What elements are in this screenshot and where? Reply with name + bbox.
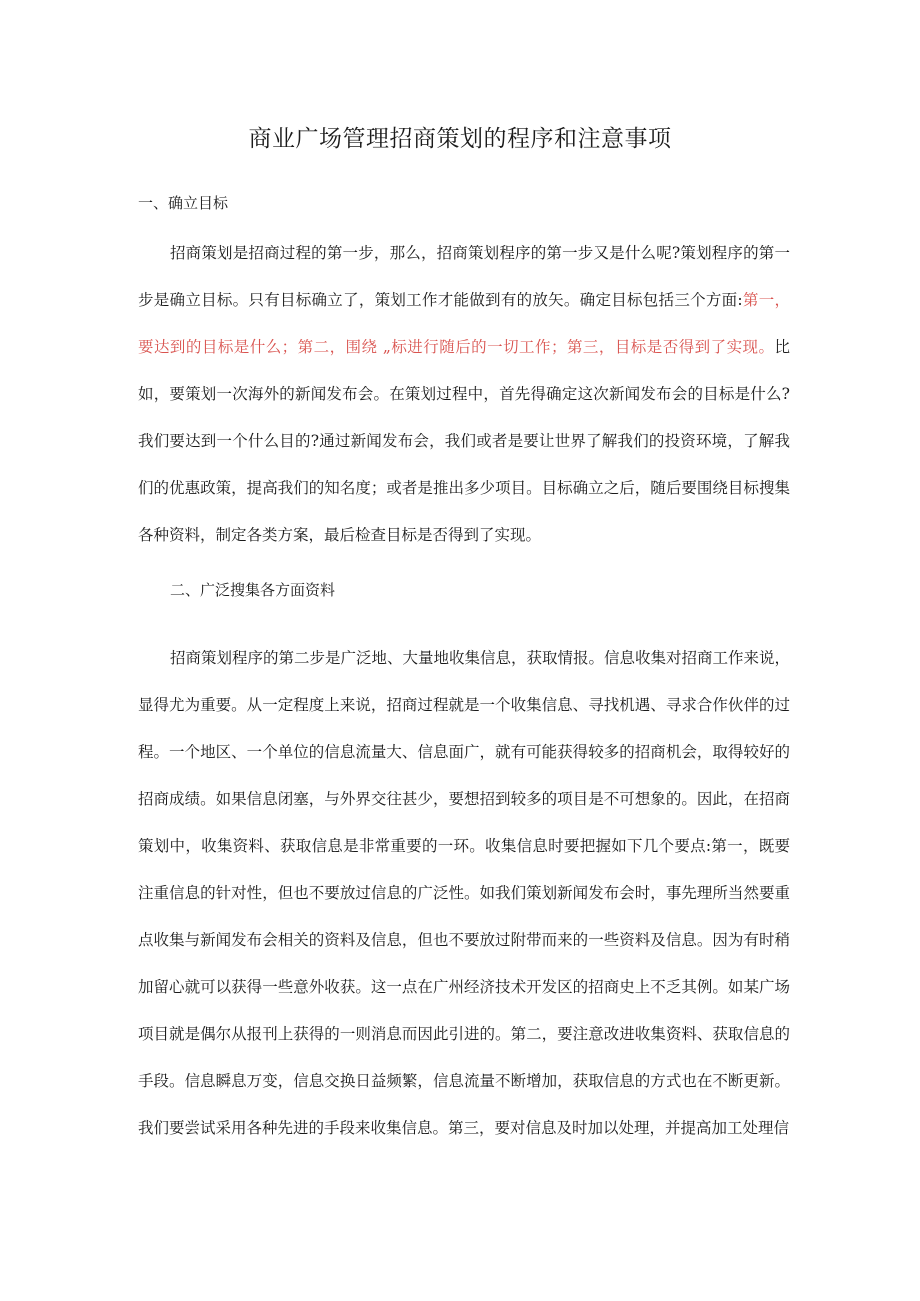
section-2-paragraph: 招商策划程序的第二步是广泛地、大量地收集信息，获取情报。信息收集对招商工作来说，显得尤为重要。从一定程度上来说，招商过程就是一个收集信息、寻找机遇、寻求合作伙伴的过程。一个地区、一个单位的信息流量大、信息面广，就有可能获得较多的招商机会，取得较好的招商成绩。如果信息闭塞，与外界交往甚少，要想招到较多的项目是不可想象的。因此，在招商策划中，收集资料、获取信息是非常重要的一环。收集信息时要把握如下几个要点:第一，既要注重信息的针对性，但也不要放过信息的广泛性。如我们策划新闻发布会时，事先理所当然要重点收集与新闻发布会相关的资料及信息，但也不要放过附带而来的一些资料及信息。因为有时稍加留心就可以获得一些意外收获。这一点在广州经济技术开发区的招商史上不乏其例。如某广场项目就是偶尔从报刊上获得的一则消息而因此引进的。第二，要注意改进收集资料、获取信息的手段。信息瞬息万变，信息交换日益频繁，信息流量不断增加，获取信息的方式也在不断更新。我们要尝试采用各种先进的手段来收集信息。第三，要对信息及时加以处理，并提高加工处理信 bbox=[138, 649, 791, 1137]
highlighted-text: 第一，要达到的目标是什么；第二，围绕 „标进行随后的一切工作；第三，目标是否得到了实现。 bbox=[138, 291, 790, 356]
paragraph-text-continued: 比如，要策划一次海外的新闻发布会。在策划过程中，首先得确定这次新闻发布会的目标是什么?我们要达到一个什么目的?通过新闻发布会，我们或者是要让世界了解我们的投资环境，了解我们的优惠政策，提高我们的知名度；或者是推出多少项目。目标确立之后，随后要围绕目标搜集各种资料，制定各类方案，最后检查目标是否得到了实现。 bbox=[138, 338, 790, 544]
section-1-heading: 一、确立目标 bbox=[138, 194, 229, 212]
section-1-paragraph bbox=[138, 230, 790, 559]
document-title: 商业广场管理招商策划的程序和注意事项 bbox=[248, 126, 672, 152]
section-2-heading: 二、广泛搜集各方面资料 bbox=[170, 581, 336, 599]
paragraph-text: 招商策划是招商过程的第一步，那么，招商策划程序的第一步又是什么呢?策划程序的第一步是确立目标。只有目标确立了，策划工作才能做到有的放矢。确定目标包括三个方面: bbox=[138, 244, 790, 309]
